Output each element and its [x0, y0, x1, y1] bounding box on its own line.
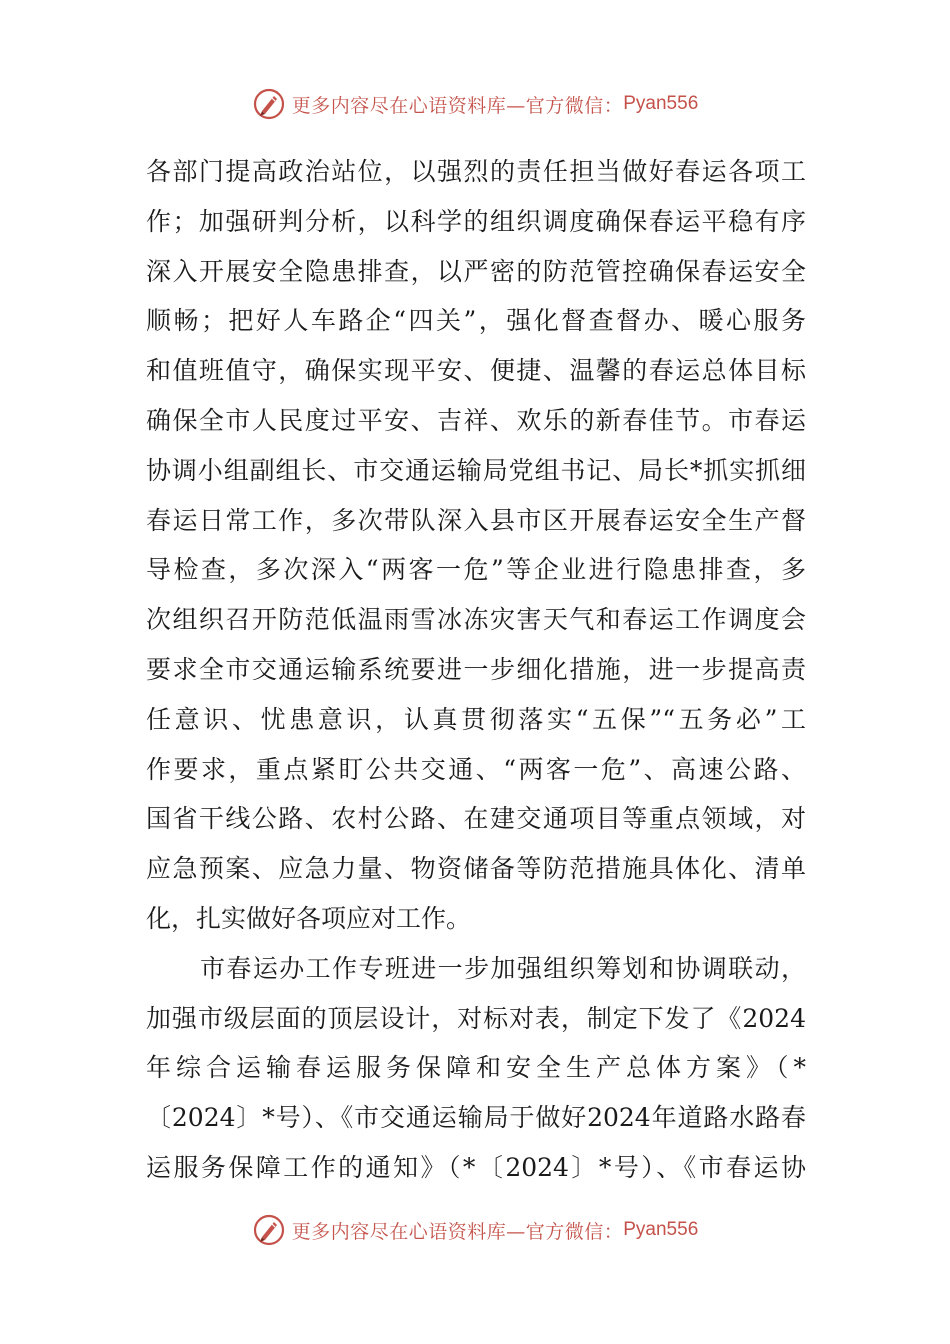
- watermark-wechat-id: Pyan556: [623, 1219, 699, 1240]
- document-body: [146, 147, 806, 1193]
- body-line: 导检查，多次深入“两客一危”等企业进行隐患排查，多: [146, 555, 806, 585]
- footer-watermark: [0, 1210, 950, 1250]
- body-line: 作要求，重点紧盯公共交通、“两客一危”、高速公路、: [146, 754, 806, 784]
- body-line: 顺畅；把好人车路企“四关”，强化督查督办、暖心服务: [146, 306, 806, 336]
- body-line: 确保全市人民度过平安、吉祥、欢乐的新春佳节。市春运: [146, 405, 806, 435]
- watermark-text: 更多内容尽在心语资料库—官方微信：: [291, 94, 624, 117]
- body-line: 年综合运输春运服务保障和安全生产总体方案》（*: [146, 1053, 806, 1083]
- body-line: 任意识、忧患意识，认真贯彻落实“五保”“五务必”工: [146, 704, 806, 734]
- body-line: 次组织召开防范低温雨雪冰冻灾害天气和春运工作调度会: [146, 605, 806, 635]
- watermark-wechat-id: Pyan556: [623, 93, 699, 114]
- watermark-text: 更多内容尽在心语资料库—官方微信：: [291, 1220, 624, 1243]
- body-line: 国省干线公路、农村公路、在建交通项目等重点领域，对: [146, 804, 806, 834]
- header-watermark: [0, 84, 950, 124]
- body-line: 深入开展安全隐患排查，以严密的防范管控确保春运安全: [146, 256, 806, 286]
- pen-circle-logo-icon: [252, 87, 286, 121]
- body-line: 各部门提高政治站位，以强烈的责任担当做好春运各项工: [146, 157, 806, 186]
- body-line: 要求全市交通运输系统要进一步细化措施，进一步提高责: [146, 654, 806, 684]
- body-line: 化，扎实做好各项应对工作。: [146, 903, 472, 933]
- body-line: 和值班值守，确保实现平安、便捷、温馨的春运总体目标: [146, 356, 806, 386]
- body-line: 应急预案、应急力量、物资储备等防范措施具体化、清单: [146, 854, 806, 884]
- pen-circle-logo-icon: [252, 1213, 286, 1247]
- body-line: 运服务保障工作的通知》（*〔2024〕*号）、《市春运协: [146, 1152, 806, 1182]
- body-line: 〔2024〕*号）、《市交通运输局于做好2024年道路水路春: [146, 1103, 806, 1133]
- paragraph-first-line: 市春运办工作专班进一步加强组织筹划和协调联动，: [200, 953, 806, 983]
- body-line: 春运日常工作，多次带队深入县市区开展春运安全生产督: [146, 505, 806, 535]
- body-line: 作；加强研判分析，以科学的组织调度确保春运平稳有序: [146, 206, 806, 236]
- body-line: 加强市级层面的顶层设计，对标对表，制定下发了《2024: [146, 1003, 806, 1033]
- body-line: 协调小组副组长、市交通运输局党组书记、局长*抓实抓细: [146, 455, 806, 485]
